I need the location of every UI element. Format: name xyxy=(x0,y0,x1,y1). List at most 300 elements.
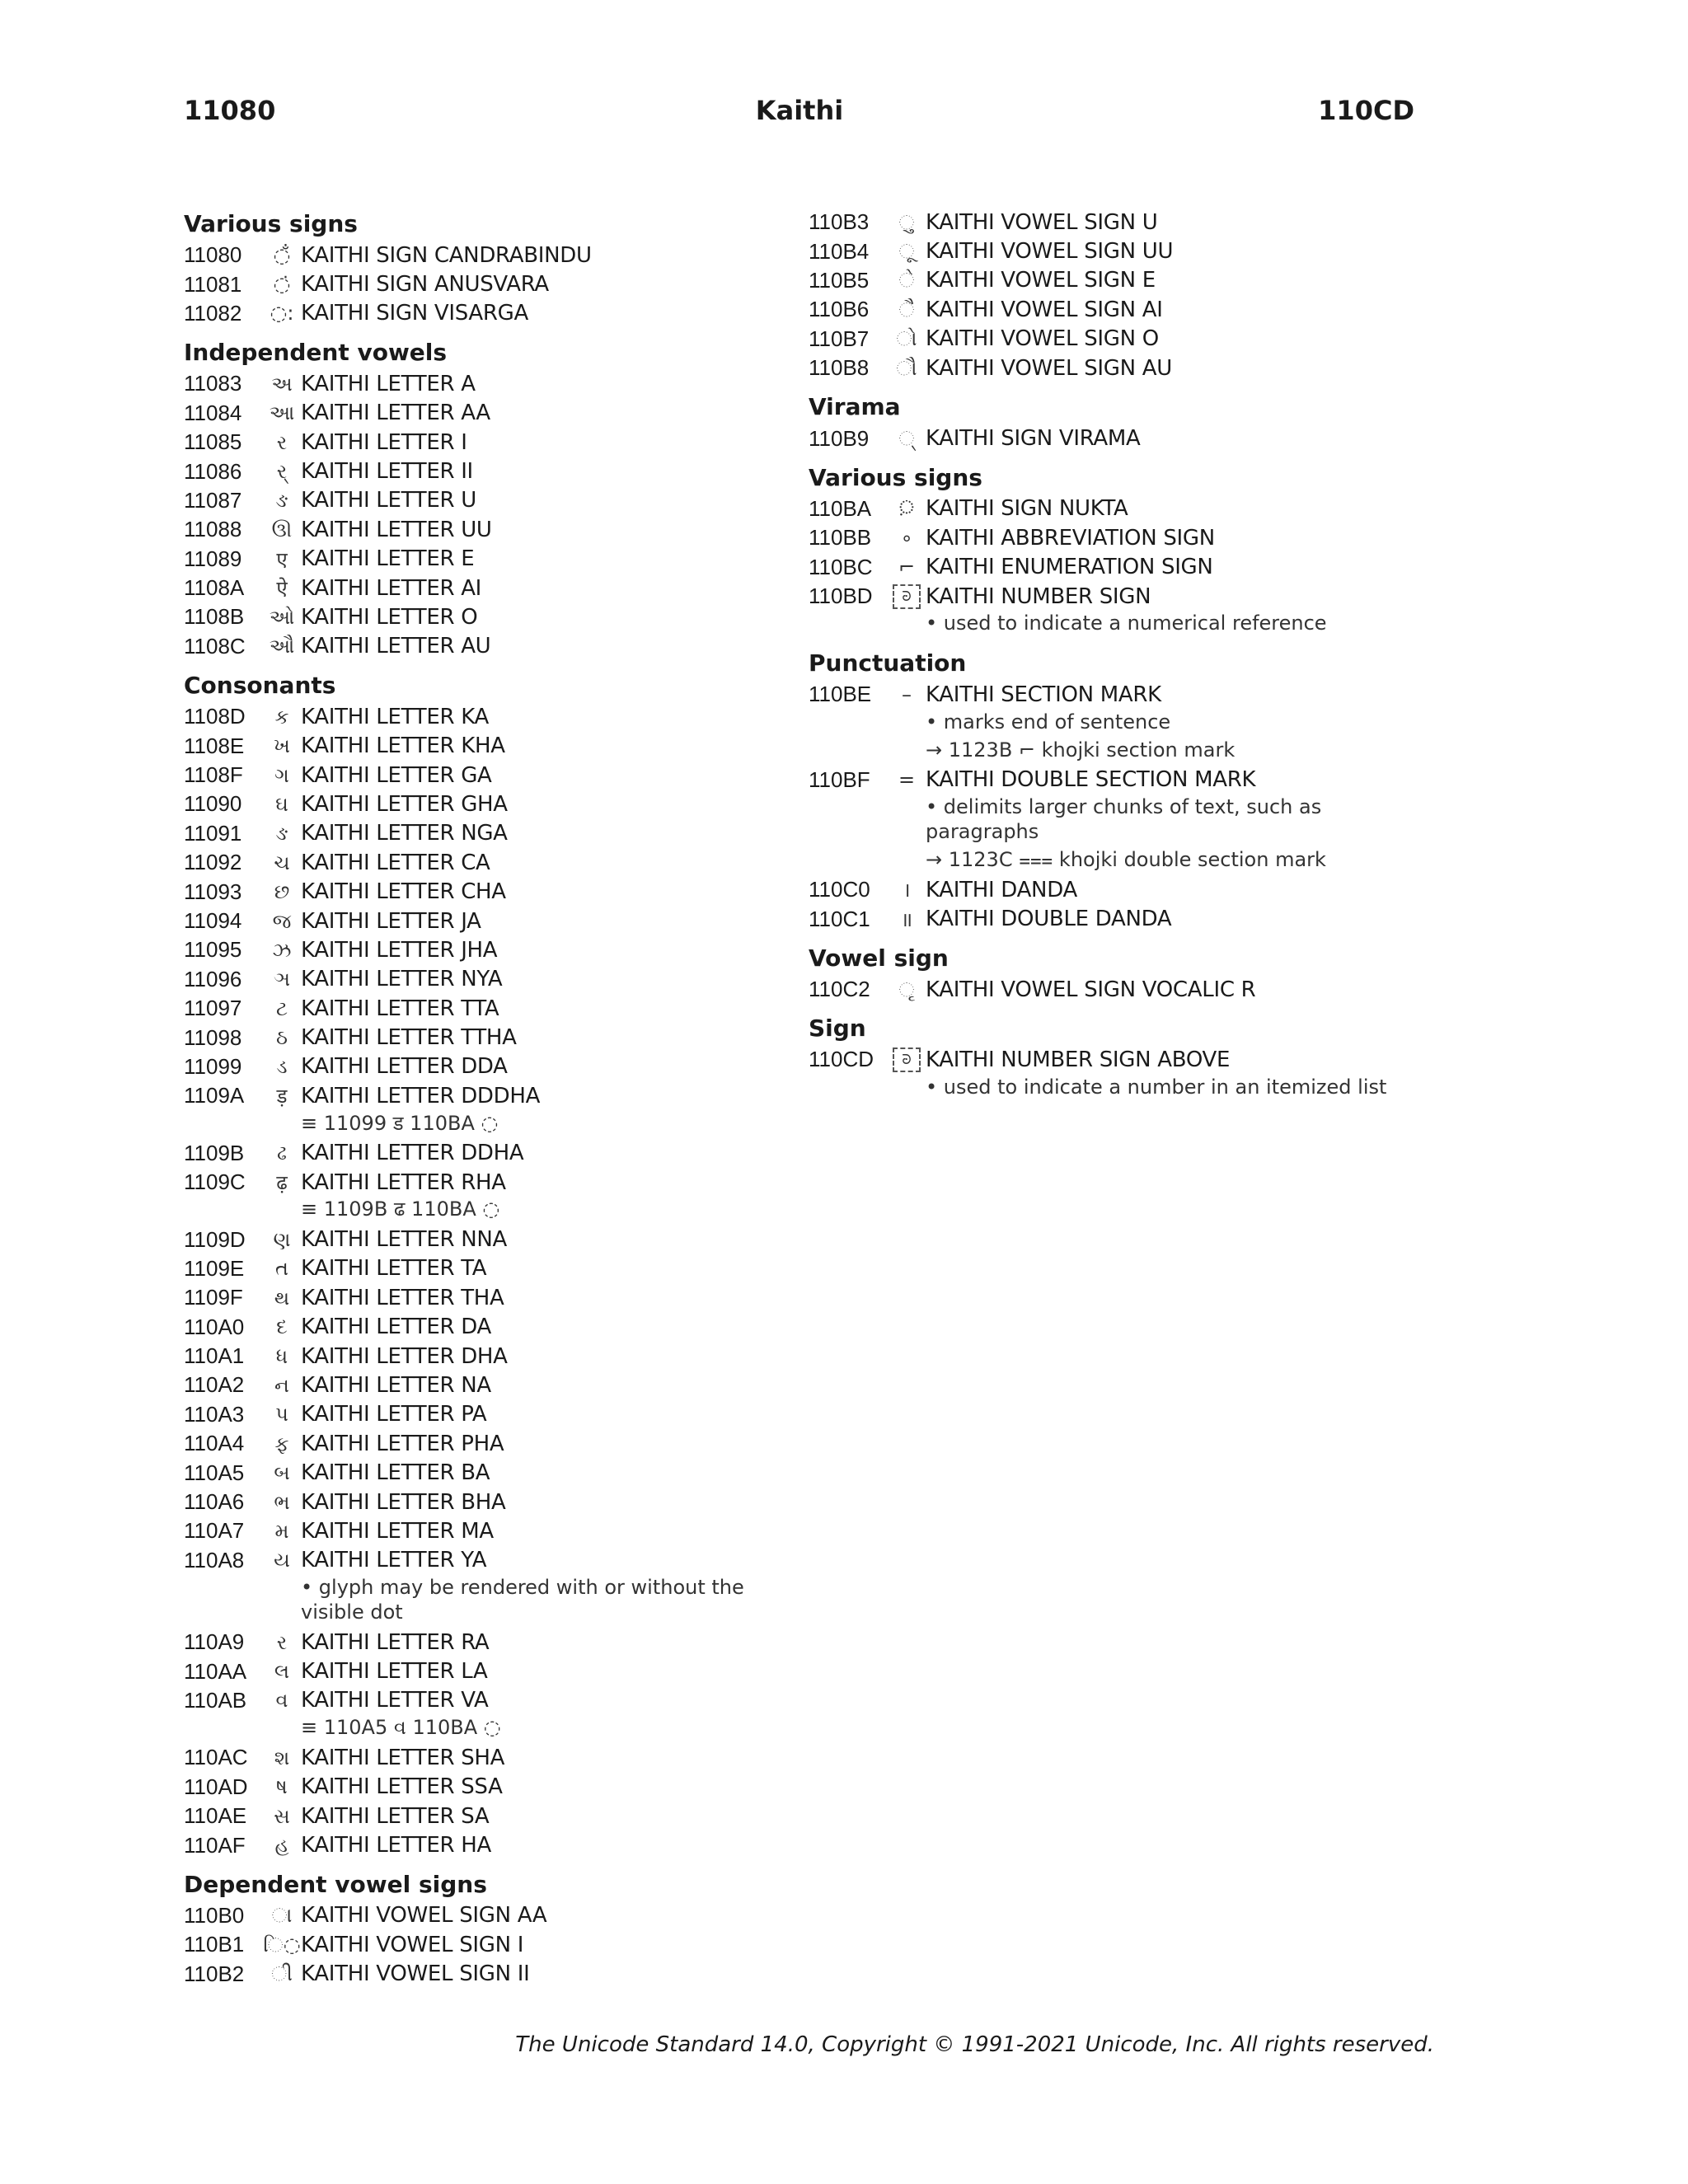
code-point: 110B9 xyxy=(809,425,870,451)
character-name: KAITHI LETTER TTHA xyxy=(301,1025,517,1051)
entry-row xyxy=(184,299,777,328)
entry-row xyxy=(184,574,777,602)
character-name: KAITHI NUMBER SIGN ABOVE xyxy=(926,1047,1231,1072)
entry-row xyxy=(184,1628,777,1657)
character-name: KAITHI LETTER CA xyxy=(301,850,490,875)
character-name: KAITHI LETTER KHA xyxy=(301,733,505,759)
character-name: KAITHI LETTER KA xyxy=(301,704,489,729)
code-point: 110C0 xyxy=(809,877,870,902)
character-entry xyxy=(184,1516,777,1545)
character-name: KAITHI LETTER DHA xyxy=(301,1343,508,1369)
character-name: KAITHI LETTER DDHA xyxy=(301,1141,524,1166)
section xyxy=(184,336,777,661)
code-point: 110B7 xyxy=(809,326,870,351)
entry-row xyxy=(184,848,777,877)
character-name: KAITHI DOUBLE SECTION MARK xyxy=(926,767,1256,793)
character-glyph: ઙ xyxy=(275,822,288,846)
character-glyph: સ xyxy=(274,1804,290,1828)
character-entry xyxy=(184,1371,777,1399)
section-title: Punctuation xyxy=(809,649,967,677)
character-glyph: જ xyxy=(272,909,292,933)
character-glyph: બ xyxy=(274,1461,290,1485)
section xyxy=(809,1012,1435,1102)
annotation: • used to indicate a numerical reference xyxy=(926,612,1327,635)
header-script-name: Kaithi xyxy=(755,95,844,126)
character-name: KAITHI VOWEL SIGN AA xyxy=(301,1903,547,1929)
character-entry xyxy=(809,1045,1435,1102)
left-column xyxy=(184,208,777,1989)
section-title: Consonants xyxy=(184,672,336,700)
entry-row xyxy=(809,208,1435,237)
code-point: 110C1 xyxy=(809,906,870,931)
code-point: 1108D xyxy=(184,704,246,729)
code-point: 110A9 xyxy=(184,1629,245,1655)
entry-row xyxy=(184,269,777,298)
code-point: 11083 xyxy=(184,371,242,396)
character-glyph: હ xyxy=(274,1834,289,1858)
character-name: KAITHI LETTER SHA xyxy=(301,1745,505,1770)
character-entry xyxy=(184,545,777,574)
character-name: KAITHI LETTER YA xyxy=(301,1548,487,1573)
entry-row xyxy=(809,975,1435,1004)
code-point: 1108B xyxy=(184,604,245,630)
entry-row xyxy=(809,354,1435,382)
character-name: KAITHI LETTER NYA xyxy=(301,967,503,992)
entry-row xyxy=(184,1546,777,1575)
character-entry xyxy=(184,1686,777,1743)
character-glyph: ◌્ xyxy=(898,427,915,451)
character-entry xyxy=(184,1488,777,1516)
character-entry xyxy=(184,399,777,428)
character-glyph: ए xyxy=(276,547,288,571)
character-entry xyxy=(184,994,777,1023)
entry-row xyxy=(184,428,777,457)
character-glyph: ⌐ xyxy=(898,555,916,579)
entry-row xyxy=(184,1283,777,1312)
entry-row xyxy=(184,1400,777,1429)
character-glyph: – xyxy=(902,682,912,706)
character-entry xyxy=(184,1546,777,1628)
character-glyph: ઢ xyxy=(277,1141,287,1165)
entry-row xyxy=(184,819,777,848)
code-point: 110B3 xyxy=(809,209,870,235)
character-name: KAITHI LETTER AU xyxy=(301,634,491,659)
code-point: 110B5 xyxy=(809,267,870,293)
code-point: 11086 xyxy=(184,458,242,484)
character-entry xyxy=(809,266,1435,295)
character-glyph: િ◌ xyxy=(263,1933,301,1957)
character-entry xyxy=(184,1458,777,1487)
character-entry xyxy=(184,602,777,631)
entry-row xyxy=(184,602,777,631)
character-entry xyxy=(184,632,777,661)
code-point: 110A4 xyxy=(184,1431,245,1456)
cross-reference: → 1123B ⌐ khojki section mark xyxy=(926,738,1236,762)
code-point: 110B8 xyxy=(809,355,870,381)
character-name: KAITHI SIGN NUKTA xyxy=(926,496,1128,522)
entry-row xyxy=(184,1023,777,1052)
character-entry xyxy=(809,354,1435,382)
code-point: 110AA xyxy=(184,1658,247,1684)
character-glyph: ઔ xyxy=(269,635,295,658)
character-entry xyxy=(184,1342,777,1371)
character-entry xyxy=(184,269,777,298)
character-name: KAITHI DOUBLE DANDA xyxy=(926,907,1172,932)
character-glyph: ટ xyxy=(276,996,288,1020)
character-glyph: ય xyxy=(274,1549,290,1572)
character-name: KAITHI LETTER UU xyxy=(301,517,492,542)
entry-row xyxy=(184,1488,777,1516)
code-point: 110B0 xyxy=(184,1902,245,1928)
entry-row xyxy=(184,457,777,485)
character-entry xyxy=(809,766,1435,875)
character-entry xyxy=(184,1960,777,1989)
character-name: KAITHI LETTER TA xyxy=(301,1256,487,1282)
entry-row xyxy=(809,237,1435,265)
section xyxy=(809,391,1435,452)
entry-row xyxy=(184,1052,777,1081)
character-glyph: ◌̐ xyxy=(273,243,291,267)
entry-row xyxy=(184,241,777,269)
section xyxy=(809,462,1435,640)
character-name: KAITHI ABBREVIATION SIGN xyxy=(926,525,1215,551)
character-glyph: ફ xyxy=(274,1432,289,1455)
character-entry xyxy=(809,904,1435,933)
entry-row xyxy=(184,1930,777,1959)
character-glyph: ર xyxy=(276,1630,288,1654)
character-glyph: ઙ xyxy=(275,489,288,513)
code-point: 110AE xyxy=(184,1803,247,1829)
code-point: 11088 xyxy=(184,517,242,542)
character-name: KAITHI SIGN VIRAMA xyxy=(926,426,1141,452)
annotation: • used to indicate a number in an itemized list xyxy=(926,1075,1387,1099)
code-point: 1109C xyxy=(184,1169,246,1195)
section-title: Sign xyxy=(809,1015,866,1043)
entry-row xyxy=(809,424,1435,452)
character-name: KAITHI VOWEL SIGN II xyxy=(301,1961,530,1987)
character-glyph: ર્ xyxy=(276,460,288,484)
character-glyph: ન xyxy=(274,1373,289,1397)
character-glyph: ◌ા xyxy=(271,1904,293,1928)
character-glyph: ડ xyxy=(276,1055,288,1079)
character-entry xyxy=(184,1313,777,1342)
code-point: 110AF xyxy=(184,1832,246,1858)
code-point: 11099 xyxy=(184,1053,242,1079)
character-name: KAITHI SIGN VISARGA xyxy=(301,301,528,326)
entry-row xyxy=(184,515,777,544)
character-name: KAITHI SIGN ANUSVARA xyxy=(301,272,549,298)
character-glyph: દ xyxy=(276,1315,288,1339)
entry-row xyxy=(184,1657,777,1685)
code-point: 110CD xyxy=(809,1047,874,1072)
entry-row xyxy=(809,904,1435,933)
character-name: KAITHI LETTER U xyxy=(301,488,476,513)
code-point: 1109F xyxy=(184,1285,243,1310)
code-point: 11081 xyxy=(184,271,242,297)
character-name: KAITHI VOWEL SIGN UU xyxy=(926,239,1174,265)
code-point: 110A1 xyxy=(184,1343,245,1369)
character-entry xyxy=(184,1743,777,1772)
character-name: KAITHI LETTER JHA xyxy=(301,937,498,963)
character-glyph: ॥ xyxy=(900,907,913,931)
character-entry xyxy=(809,680,1435,765)
character-entry xyxy=(184,428,777,457)
character-name: KAITHI LETTER RHA xyxy=(301,1169,506,1195)
character-glyph: ◌̇ xyxy=(273,273,291,297)
entry-row xyxy=(184,1139,777,1168)
code-point: 1108F xyxy=(184,762,243,788)
character-entry xyxy=(184,1283,777,1312)
entry-row xyxy=(184,907,777,935)
character-name: KAITHI VOWEL SIGN I xyxy=(301,1932,524,1957)
character-entry xyxy=(184,457,777,485)
character-name: KAITHI LETTER MA xyxy=(301,1518,494,1544)
header-end-code: 110CD xyxy=(1318,95,1414,126)
character-entry xyxy=(809,295,1435,324)
character-glyph: શ xyxy=(274,1746,290,1769)
character-name: KAITHI LETTER A xyxy=(301,371,476,396)
character-entry xyxy=(184,1254,777,1283)
character-entry xyxy=(184,819,777,848)
header-start-code: 11080 xyxy=(184,95,276,126)
character-glyph: ચ xyxy=(274,851,290,874)
entry-row xyxy=(809,494,1435,523)
section-title: Virama xyxy=(809,393,901,421)
code-point: 1109E xyxy=(184,1255,245,1281)
character-name: KAITHI LETTER LA xyxy=(301,1659,488,1685)
code-point: 110A6 xyxy=(184,1489,245,1515)
annotation: • delimits larger chunks of text, such as paragraphs xyxy=(926,795,1322,844)
character-entry xyxy=(184,1901,777,1930)
character-entry xyxy=(809,875,1435,904)
character-name: KAITHI LETTER I xyxy=(301,429,467,455)
character-name: KAITHI LETTER AI xyxy=(301,575,482,601)
entry-row xyxy=(809,325,1435,354)
code-point: 11087 xyxy=(184,487,242,513)
section-title: Various signs xyxy=(184,210,358,237)
character-entry xyxy=(184,574,777,602)
character-glyph: ◌ૂ xyxy=(898,240,915,264)
code-point: 11084 xyxy=(184,400,242,425)
character-name: KAITHI LETTER TTA xyxy=(301,996,499,1021)
character-glyph: આ xyxy=(269,401,295,425)
character-name: KAITHI LETTER O xyxy=(301,604,478,630)
copyright-footer: The Unicode Standard 14.0, Copyright © 1991-2021 Unicode, Inc. All rights reserved. xyxy=(515,2032,1434,2057)
character-name: KAITHI VOWEL SIGN AU xyxy=(926,355,1172,381)
character-name: KAITHI LETTER AA xyxy=(301,401,490,426)
entry-row xyxy=(184,1743,777,1772)
entry-row xyxy=(809,680,1435,709)
character-name: KAITHI DANDA xyxy=(926,877,1077,902)
code-point: 110BE xyxy=(809,682,872,707)
character-entry xyxy=(184,1657,777,1685)
character-name: KAITHI LETTER JA xyxy=(301,908,481,934)
character-glyph: ऐ xyxy=(276,577,288,601)
entry-row xyxy=(184,1081,777,1110)
character-glyph: ઠ xyxy=(276,1026,288,1050)
entry-row xyxy=(809,295,1435,324)
code-point: 110A5 xyxy=(184,1460,245,1485)
entry-row xyxy=(184,1802,777,1830)
character-entry xyxy=(184,1930,777,1959)
entry-row xyxy=(184,1960,777,1989)
code-point: 110A0 xyxy=(184,1314,245,1339)
character-name: KAITHI LETTER HA xyxy=(301,1833,491,1858)
character-entry xyxy=(809,975,1435,1004)
entry-row xyxy=(184,399,777,428)
code-point: 110AB xyxy=(184,1687,247,1713)
character-glyph: ગ xyxy=(274,763,289,787)
entry-row xyxy=(809,266,1435,295)
entry-row xyxy=(184,877,777,906)
character-entry xyxy=(809,523,1435,552)
character-entry xyxy=(184,1139,777,1168)
code-point: 1108E xyxy=(184,733,245,758)
character-glyph: વ xyxy=(275,1689,288,1713)
code-point: 11096 xyxy=(184,966,242,991)
code-point: 11091 xyxy=(184,820,242,846)
code-point: 110A8 xyxy=(184,1547,245,1572)
character-name: KAITHI LETTER E xyxy=(301,546,475,572)
character-glyph: ઝ xyxy=(272,938,292,962)
character-name: KAITHI VOWEL SIGN U xyxy=(926,209,1158,235)
character-entry xyxy=(809,208,1435,237)
entry-row xyxy=(184,1225,777,1254)
code-point: 110B4 xyxy=(809,238,870,264)
character-name: KAITHI LETTER SA xyxy=(301,1803,490,1829)
entry-row xyxy=(184,486,777,515)
character-glyph: ર xyxy=(276,430,288,454)
character-name: KAITHI LETTER II xyxy=(301,459,473,485)
character-name: KAITHI LETTER DDDHA xyxy=(301,1083,541,1108)
character-entry xyxy=(184,965,777,994)
code-point: 1109B xyxy=(184,1140,245,1165)
code-point: 110BD xyxy=(809,583,873,609)
character-glyph: અ xyxy=(271,372,293,396)
section xyxy=(809,647,1435,934)
character-entry xyxy=(184,1628,777,1657)
character-glyph: થ xyxy=(274,1286,290,1310)
character-entry xyxy=(184,1830,777,1859)
entry-row xyxy=(184,1458,777,1487)
code-point: 11097 xyxy=(184,996,242,1021)
entry-row xyxy=(809,582,1435,611)
character-entry xyxy=(184,702,777,731)
character-glyph xyxy=(888,1047,926,1072)
section-title: Dependent vowel signs xyxy=(184,1870,487,1898)
code-point: 11085 xyxy=(184,429,242,455)
character-glyph: ◌ૃ xyxy=(898,977,915,1001)
character-glyph: ढ़ xyxy=(276,1171,288,1195)
character-entry xyxy=(184,1225,777,1254)
code-point: 110BB xyxy=(809,525,872,551)
code-point: 110BC xyxy=(809,554,873,579)
code-point: 11093 xyxy=(184,879,242,904)
code-point: 110BF xyxy=(809,766,870,792)
character-name: KAITHI LETTER DDA xyxy=(301,1054,508,1080)
entry-row xyxy=(184,1371,777,1399)
character-glyph: મ xyxy=(274,1519,289,1543)
character-name: KAITHI LETTER BA xyxy=(301,1460,490,1486)
code-point: 1109D xyxy=(184,1226,246,1252)
character-glyph: = xyxy=(898,768,916,792)
character-entry xyxy=(184,1429,777,1458)
character-name: KAITHI LETTER NGA xyxy=(301,821,508,846)
entry-row xyxy=(809,766,1435,794)
section xyxy=(809,942,1435,1004)
character-glyph: ખ xyxy=(274,734,290,758)
character-entry xyxy=(184,1023,777,1052)
annotation: • glyph may be rendered with or without the visible dot xyxy=(301,1576,744,1624)
character-entry xyxy=(809,325,1435,354)
character-name: KAITHI LETTER THA xyxy=(301,1285,504,1310)
character-glyph: ◌় xyxy=(897,495,917,519)
character-name: KAITHI LETTER NA xyxy=(301,1372,491,1398)
entry-row xyxy=(184,1773,777,1802)
glyph-box: ᘒ xyxy=(893,1047,921,1072)
entry-row xyxy=(809,1045,1435,1074)
entry-row xyxy=(184,1342,777,1371)
entry-row xyxy=(184,761,777,790)
annotation: • marks end of sentence xyxy=(926,710,1171,733)
character-glyph: ક xyxy=(274,705,289,729)
character-glyph: ◌ી xyxy=(271,1962,293,1986)
entry-row xyxy=(184,1254,777,1283)
character-entry xyxy=(184,877,777,906)
character-entry xyxy=(184,241,777,269)
character-name: KAITHI LETTER RA xyxy=(301,1629,490,1655)
code-point: 11092 xyxy=(184,850,242,875)
code-point: 11080 xyxy=(184,242,242,268)
character-entry xyxy=(184,848,777,877)
entry-row xyxy=(184,369,777,398)
character-entry xyxy=(184,1400,777,1429)
cross-reference: → 1123C ⩶ khojki double section mark xyxy=(926,848,1326,872)
section-title: Independent vowels xyxy=(184,339,448,367)
code-point: 110AD xyxy=(184,1774,248,1799)
section xyxy=(184,208,777,328)
entry-row xyxy=(184,545,777,574)
code-point: 110BA xyxy=(809,495,872,521)
character-glyph: ઞ xyxy=(273,968,291,991)
character-entry xyxy=(184,907,777,935)
character-glyph: ણ xyxy=(273,1228,291,1252)
entry-row xyxy=(184,1901,777,1930)
character-entry xyxy=(184,369,777,398)
character-entry xyxy=(184,1052,777,1081)
character-name: KAITHI LETTER DA xyxy=(301,1315,491,1340)
annotation: ≡ 11099 ड 110BA ◌ xyxy=(301,1111,499,1135)
character-glyph: ◌: xyxy=(270,302,294,326)
character-entry xyxy=(184,761,777,790)
section xyxy=(184,1868,777,1989)
character-name: KAITHI SECTION MARK xyxy=(926,682,1161,707)
character-name: KAITHI LETTER CHA xyxy=(301,879,506,905)
entry-row xyxy=(184,1686,777,1715)
character-entry xyxy=(184,515,777,544)
code-point: 11082 xyxy=(184,300,242,326)
character-entry xyxy=(809,237,1435,265)
character-entry xyxy=(184,299,777,328)
character-entry xyxy=(184,790,777,818)
character-glyph: લ xyxy=(274,1660,290,1684)
section xyxy=(809,208,1435,382)
entry-row xyxy=(184,965,777,994)
character-name: KAITHI NUMBER SIGN xyxy=(926,583,1151,609)
character-entry xyxy=(184,1802,777,1830)
character-glyph: ઊ xyxy=(271,518,293,541)
code-point: 11090 xyxy=(184,791,242,817)
